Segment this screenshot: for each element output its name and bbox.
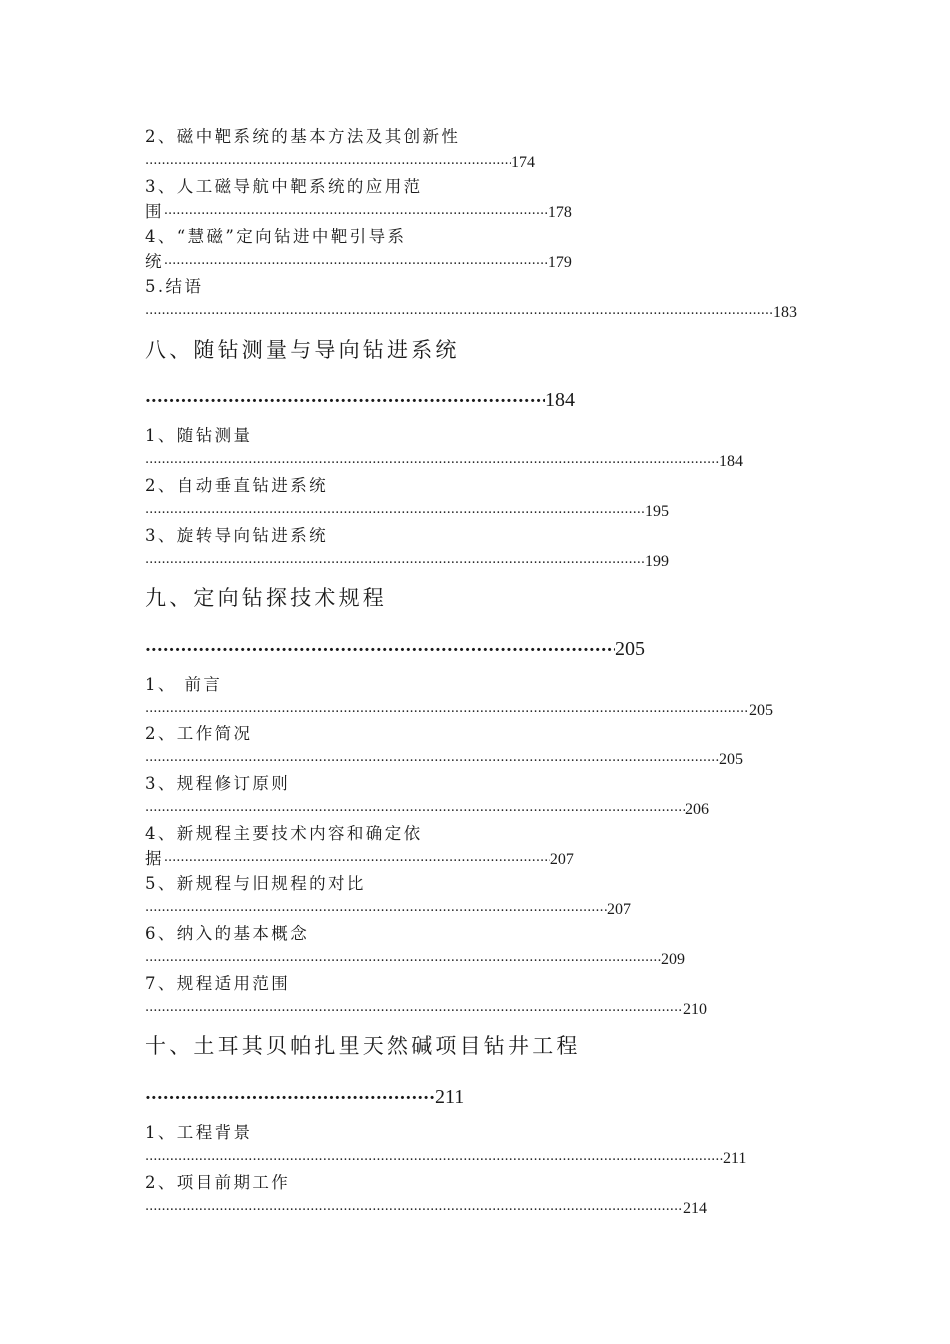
toc-page-number: 174 bbox=[511, 154, 535, 171]
dot-leader bbox=[145, 553, 645, 566]
toc-entry-title: 3、规程修订原则 bbox=[145, 774, 291, 793]
dot-leader bbox=[164, 851, 550, 864]
toc-entry-title: 2、自动垂直钻进系统 bbox=[145, 476, 328, 495]
toc-entry-title: 4、新规程主要技术内容和确定依 bbox=[145, 824, 423, 843]
dot-leader bbox=[145, 154, 511, 167]
toc-entry-leader-line bbox=[145, 751, 743, 768]
toc-entry-title: 1、随钻测量 bbox=[145, 426, 253, 445]
toc-page-number: 207 bbox=[607, 901, 631, 918]
toc-section-leader-line bbox=[145, 1086, 464, 1107]
dot-leader bbox=[145, 751, 719, 764]
toc-section-title: 八、随钻测量与导向钻进系统 bbox=[145, 338, 460, 362]
dot-leader bbox=[145, 951, 661, 964]
toc-page-number: 210 bbox=[683, 1001, 707, 1018]
toc-entry-title: 2、工作简况 bbox=[145, 724, 253, 743]
toc-page-number: 184 bbox=[545, 389, 575, 411]
toc-entry-leader-line bbox=[145, 254, 572, 271]
toc-page-number: 205 bbox=[719, 751, 743, 768]
toc-page-number: 205 bbox=[749, 702, 773, 719]
dot-leader bbox=[145, 304, 773, 317]
toc-page-number: 199 bbox=[645, 553, 669, 570]
dot-leader bbox=[145, 503, 645, 516]
toc-entry-title: 2、项目前期工作 bbox=[145, 1173, 291, 1192]
toc-page-number: 211 bbox=[435, 1086, 465, 1108]
toc-entry-leader-line bbox=[145, 204, 572, 221]
dot-leader bbox=[145, 638, 615, 655]
toc-entry-title: 7、规程适用范围 bbox=[145, 974, 291, 993]
toc-page-number: 209 bbox=[661, 951, 685, 968]
toc-entry-leader-line bbox=[145, 1001, 707, 1018]
toc-entry-title-wrap: 据 bbox=[145, 849, 164, 868]
toc-entry-title-wrap: 围 bbox=[145, 202, 164, 221]
toc-page-number: 211 bbox=[723, 1150, 747, 1167]
toc-entry-leader-line bbox=[145, 553, 669, 570]
dot-leader bbox=[164, 254, 548, 267]
dot-leader bbox=[145, 453, 719, 466]
toc-entry-title: 3、旋转导向钻进系统 bbox=[145, 526, 328, 545]
toc-page-number: 214 bbox=[683, 1200, 707, 1217]
toc-section-leader-line bbox=[145, 389, 575, 410]
toc-section-leader-line bbox=[145, 638, 645, 659]
toc-page-number: 206 bbox=[685, 801, 709, 818]
toc-entry-title: 4、“慧磁”定向钻进中靶引导系 bbox=[145, 227, 407, 246]
toc-page-number: 184 bbox=[719, 453, 743, 470]
toc-entry-leader-line bbox=[145, 801, 709, 818]
toc-entry-title: 6、纳入的基本概念 bbox=[145, 924, 310, 943]
toc-section-title: 十、土耳其贝帕扎里天然碱项目钻井工程 bbox=[145, 1034, 581, 1058]
toc-entry-leader-line bbox=[145, 154, 535, 171]
dot-leader bbox=[164, 204, 548, 217]
toc-entry-leader-line bbox=[145, 503, 669, 520]
toc-entry-leader-line bbox=[145, 453, 743, 470]
toc-entry-leader-line bbox=[145, 702, 773, 719]
toc-entry-title: 5、新规程与旧规程的对比 bbox=[145, 874, 366, 893]
dot-leader bbox=[145, 389, 545, 406]
toc-entry-title: 2、磁中靶系统的基本方法及其创新性 bbox=[145, 127, 461, 146]
toc-entry-leader-line bbox=[145, 851, 574, 868]
toc-entry-leader-line bbox=[145, 951, 685, 968]
toc-entry-title: 1、 前言 bbox=[145, 675, 223, 694]
toc-section-title: 九、定向钻探技术规程 bbox=[145, 586, 387, 610]
toc-entry-leader-line bbox=[145, 1200, 707, 1217]
dot-leader bbox=[145, 1086, 435, 1103]
dot-leader bbox=[145, 801, 685, 814]
dot-leader bbox=[145, 1150, 723, 1163]
toc-page-number: 207 bbox=[549, 851, 574, 868]
dot-leader bbox=[145, 1200, 683, 1213]
toc-page-number: 178 bbox=[547, 204, 572, 221]
dot-leader bbox=[145, 1001, 683, 1014]
dot-leader bbox=[145, 901, 607, 914]
toc-entry-title: 3、人工磁导航中靶系统的应用范 bbox=[145, 177, 423, 196]
toc-page-number: 179 bbox=[547, 254, 572, 271]
toc-page-number: 195 bbox=[645, 503, 669, 520]
toc-entry-leader-line bbox=[145, 901, 631, 918]
toc-entry-leader-line bbox=[145, 304, 797, 321]
toc-page-number: 205 bbox=[615, 638, 645, 660]
dot-leader bbox=[145, 702, 749, 715]
toc-entry-title-wrap: 统 bbox=[145, 252, 164, 271]
toc-page-number: 183 bbox=[773, 304, 797, 321]
toc-entry-title: 5.结语 bbox=[145, 277, 204, 296]
toc-entry-leader-line bbox=[145, 1150, 746, 1167]
toc-entry-title: 1、工程背景 bbox=[145, 1123, 253, 1142]
